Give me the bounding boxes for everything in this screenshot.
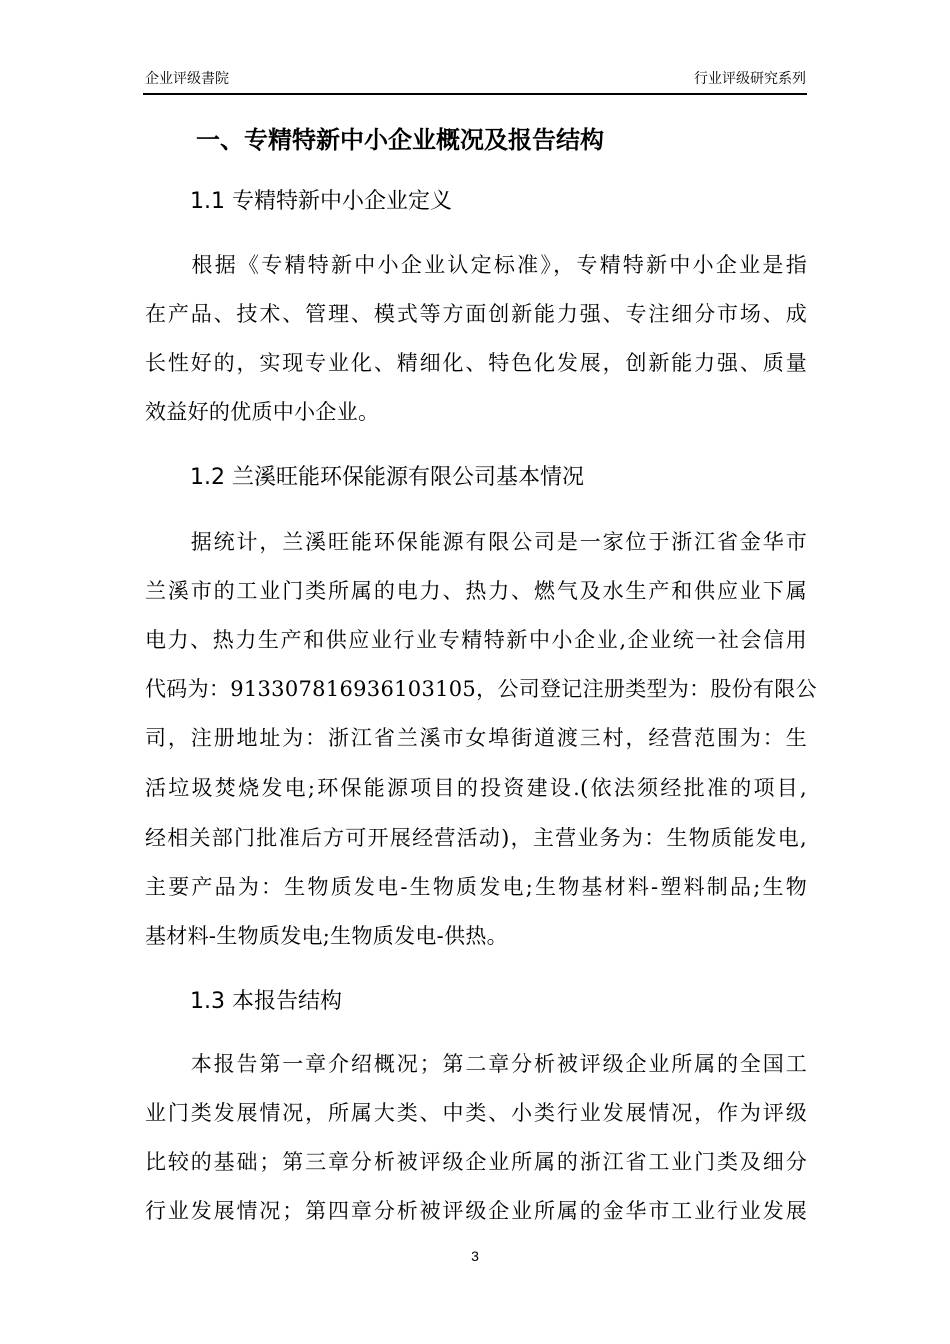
paragraph-line: 长性好的，实现专业化、精细化、特色化发展，创新能力强、质量 <box>145 351 807 375</box>
paragraph-line: 电力、热力生产和供应业行业专精特新中小企业,企业统一社会信用 <box>145 628 807 652</box>
header-divider <box>143 93 807 95</box>
paragraph-line: 代码为：913307816936103105，公司登记注册类型为：股份有限公 <box>145 677 817 701</box>
header-right-title: 行业评级研究系列 <box>694 71 806 87</box>
paragraph-line: 活垃圾焚烧发电;环保能源项目的投资建设.(依法须经批准的项目, <box>145 776 807 800</box>
paragraph-line: 本报告第一章介绍概况；第二章分析被评级企业所属的全国工 <box>145 1052 807 1076</box>
header-left-title: 企业评级書院 <box>145 71 229 87</box>
section-heading: 1.1 专精特新中小企业定义 <box>190 189 452 214</box>
paragraph-line: 兰溪市的工业门类所属的电力、热力、燃气及水生产和供应业下属 <box>145 579 807 603</box>
paragraph-line: 基材料-生物质发电;生物质发电-供热。 <box>145 924 508 948</box>
paragraph-line: 据统计，兰溪旺能环保能源有限公司是一家位于浙江省金华市 <box>145 530 807 554</box>
paragraph-line: 司，注册地址为：浙江省兰溪市女埠街道渡三村，经营范围为：生 <box>145 726 807 750</box>
paragraph-line: 业门类发展情况，所属大类、中类、小类行业发展情况，作为评级 <box>145 1101 807 1125</box>
paragraph-line: 经相关部门批准后方可开展经营活动)，主营业务为：生物质能发电, <box>145 826 807 850</box>
paragraph-line: 根据《专精特新中小企业认定标准》，专精特新中小企业是指 <box>145 253 807 277</box>
chapter-title: 一、专精特新中小企业概况及报告结构 <box>196 126 604 154</box>
paragraph-line: 行业发展情况；第四章分析被评级企业所属的金华市工业行业发展 <box>145 1199 807 1223</box>
paragraph-line: 主要产品为：生物质发电-生物质发电;生物基材料-塑料制品;生物 <box>145 875 807 899</box>
section-heading: 1.2 兰溪旺能环保能源有限公司基本情况 <box>190 465 584 490</box>
paragraph-line: 比较的基础；第三章分析被评级企业所属的浙江省工业门类及细分 <box>145 1150 807 1174</box>
page-number: 3 <box>471 1248 479 1264</box>
paragraph-line: 效益好的优质中小企业。 <box>145 400 380 424</box>
section-heading: 1.3 本报告结构 <box>190 989 342 1014</box>
paragraph-line: 在产品、技术、管理、模式等方面创新能力强、专注细分市场、成 <box>145 302 807 326</box>
